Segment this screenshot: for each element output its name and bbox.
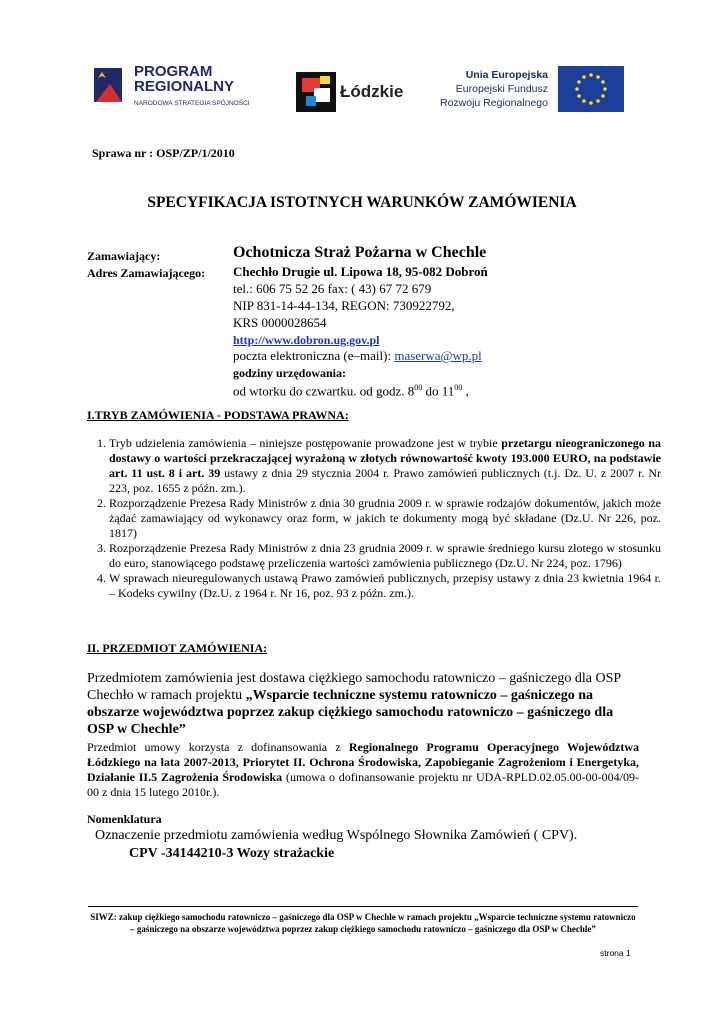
legal-basis-list (87, 436, 661, 601)
lodzkie-emblem-icon (296, 72, 336, 112)
eu-flag-icon (558, 66, 624, 112)
page-number: strona 1 (600, 948, 631, 958)
hours-label: godziny urzędowania: (233, 366, 347, 380)
list-item: 3. Rozporządzenie Prezesa Rady Ministrów z dnia 23 grudnia 2009 r. w sprawie średniego kursu złotego w stosunku do euro, stanowiącego podstawę przeliczenia wartości zamówienia publicznego (Dz.U. Nr 224, poz. 1796) (109, 541, 661, 571)
footer-divider (88, 906, 638, 907)
eu-logo-line2: Europejski Fundusz (455, 83, 548, 95)
website-link[interactable]: http://www.dobron.ug.gov.pl (233, 333, 380, 347)
hours-text: od wtorku do czwartku. od godz. $8^{00}$ do $11^{00}$ , (233, 383, 469, 399)
nomenclature-text: Oznaczenie przedmiotu zamówienia według Wspólnego Słownika Zamówień ( CPV). (95, 828, 578, 843)
adres-label: Adres Zamawiającego: (87, 266, 206, 280)
cpv-code: CPV -34144210-3 Wozy strażackie (129, 846, 335, 861)
program-flag-icon (92, 64, 130, 108)
email-line (233, 348, 482, 364)
lodzkie-logo-text: Łódzkie (340, 82, 404, 101)
section-1-heading: I.TRYB ZAMÓWIENIA - PODSTAWA PRAWNA: (87, 408, 349, 422)
document-title: SPECYFIKACJA ISTOTNYCH WARUNKÓW ZAMÓWIENIA (147, 194, 577, 211)
contracting-name: Ochotnicza Straż Pożarna w Chechle (233, 244, 487, 261)
list-item: 4. W sprawach nieuregulowanych ustawą Prawo zamówień publicznych, przepisy ustawy z dnia 23 kwietnia 1964 r. – Kodeks cywilny (Dz.U. z 1964 r. Nr 16, poz. 93 z późn. zm.). (109, 571, 661, 601)
subject-paragraph: Przedmiotem zamówienia jest dostawa ciężkiego samochodu ratowniczo – gaśniczego dla OSP Chechło w ramach projektu „Wsparcie techniczne systemu ratowniczo – gaśniczego na obszarze województwa poprzez zakup ciężkiego samochodu ratowniczo – gaśniczego dla OSP w Chechle” (87, 671, 621, 737)
zamawiajacy-label: Zamawiający: (87, 249, 161, 263)
funding-paragraph: Przedmiot umowy korzysta z dofinansowania z Regionalnego Programu Operacyjnego Województwa Łódzkiego na lata 2007-2013, Priorytet II. Ochrona Środowiska, Zapobieganie Zagrożeniom i Energetyka, Działanie II.5 Zagrożenia Środowiska (umowa o dofinansowanie projektu nr UDA-RPLD.02.05.00-00-004/09-00 z dnia 15 lutego 2010r.). (87, 740, 640, 799)
list-item: 1. Tryb udzielenia zamówienia – niniejsze postępowanie prowadzone jest w trybie przetargu nieograniczonego na dostawy o wartości przekraczającej wyrażoną w złotych równowartość kwoty 193.000 EURO, na podstawie art. 11 ust. 8 i art. 39 ustawy z dnia 29 stycznia 2004 r. Prawo zamówień publicznych (t.j. Dz. U. z 2007 r. Nr 223, poz. 1655 z późn. zm.). (109, 436, 661, 496)
program-logo-line1: PROGRAM (134, 63, 213, 80)
program-regionalny-logo (92, 62, 262, 118)
email-label: poczta elektroniczna (e–mail): (233, 348, 395, 363)
lodzkie-logo (296, 72, 406, 112)
program-logo-line2: REGIONALNY (134, 78, 235, 95)
contracting-address: Chechło Drugie ul. Lipowa 18, 95-082 Dobroń (233, 264, 488, 279)
program-logo-tagline: NARODOWA STRATEGIA SPÓJNOŚCI (134, 100, 250, 107)
eu-logo-line3: Rozwoju Regionalnego (440, 97, 548, 109)
contracting-phone: tel.: 606 75 52 26 fax: ( 43) 67 72 679 (233, 281, 432, 296)
eu-logo-line1: Unia Europejska (465, 69, 548, 81)
section-2-heading: II. PRZEDMIOT ZAMÓWIENIA: (87, 641, 268, 655)
footer-text: SIWZ: zakup ciężkiego samochodu ratowniczo – gaśniczego dla OSP w Chechle w ramach projektu „Wsparcie techniczne systemu ratowniczo – gaśniczego na obszarze województwa poprzez zakup ciężkiego samochodu ratowniczo – gaśniczego dla OSP w Chechle” (90, 912, 636, 934)
list-item: 2. Rozporządzenie Prezesa Rady Ministrów z dnia 30 grudnia 2009 r. w sprawie rodzajów dokumentów, jakich może żądać zamawiający od wykonawcy oraz form, w jakich te dokumenty mogą być składane (Dz.U. Nr 226, poz. 1817) (109, 496, 661, 541)
nomenclature-label: Nomenklatura (87, 812, 162, 826)
eu-fund-logo (436, 66, 626, 116)
contracting-nip-regon: NIP 831-14-44-134, REGON: 730922792, (233, 298, 455, 313)
contracting-krs: KRS 0000028654 (233, 315, 327, 330)
email-link[interactable]: maserwa@wp.pl (394, 348, 482, 363)
case-number: Sprawa nr : OSP/ZP/1/2010 (92, 146, 235, 160)
